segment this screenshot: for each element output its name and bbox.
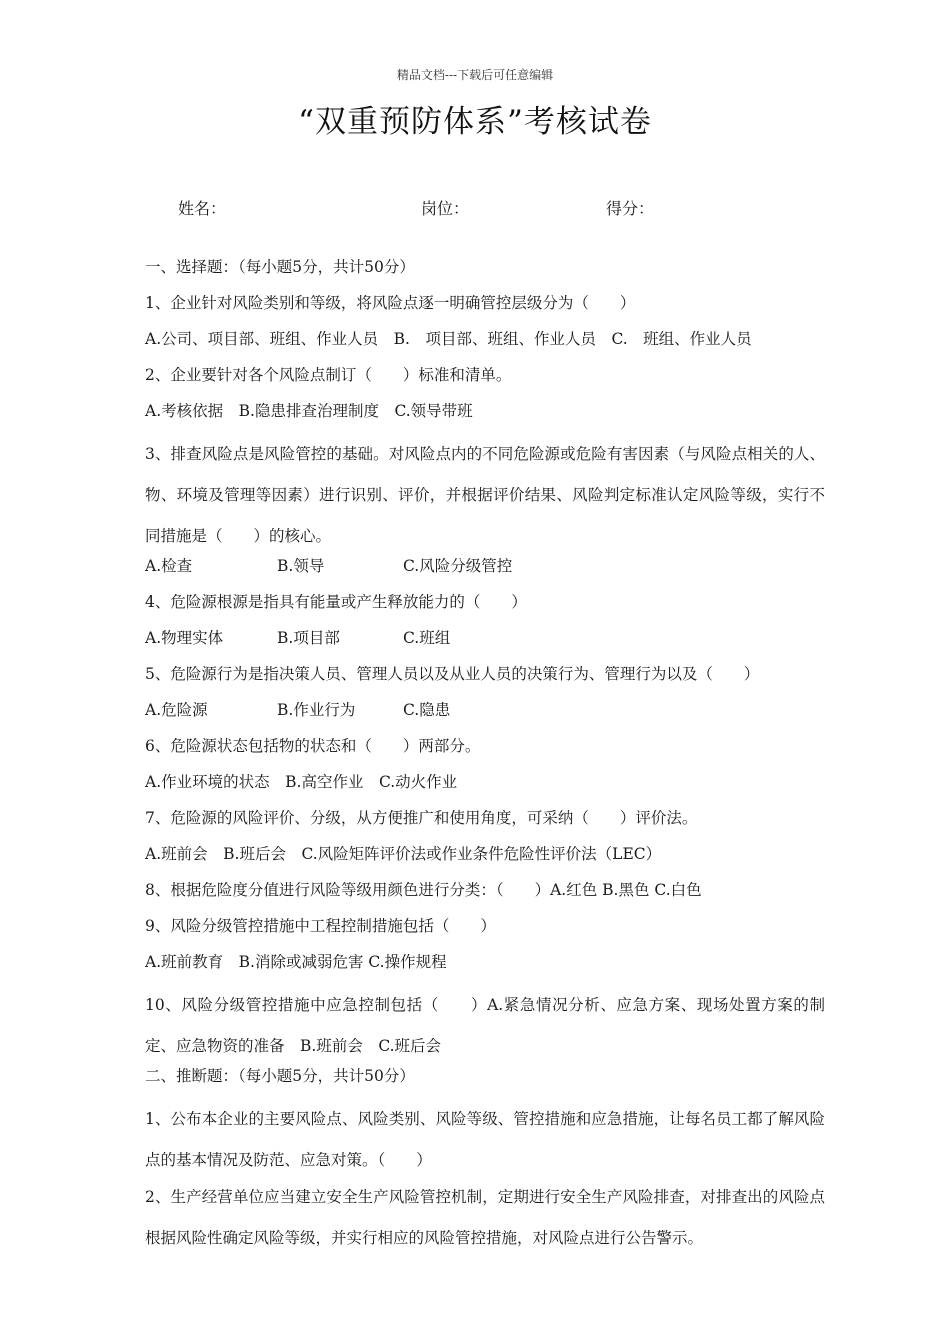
option-c: C.风险分级管控 <box>403 557 513 575</box>
judge-question-1: 1、公布本企业的主要风险点、风险类别、风险等级、管控措施和应急措施，让每名员工都了解风险点的基本情况及防范、应急对策。（ ） <box>145 1110 825 1169</box>
exam-content <box>145 254 825 1255</box>
question-9: 9、风险分级管控措施中工程控制措施包括（ ） <box>145 917 496 935</box>
option-a: A.检查 <box>145 557 193 575</box>
question-6: 6、危险源状态包括物的状态和（ ）两部分。 <box>145 737 481 755</box>
watermark-text: 精品文档---下载后可任意编辑 <box>396 68 554 82</box>
question-2: 2、企业要针对各个风险点制订（ ）标准和清单。 <box>145 366 512 384</box>
question-6-options: A.作业环境的状态 B.高空作业 C.动火作业 <box>145 773 458 791</box>
option-c: C.隐患 <box>403 701 451 719</box>
question-5: 5、危险源行为是指决策人员、管理人员以及从业人员的决策行为、管理行为以及（ ） <box>145 665 760 683</box>
info-row <box>0 196 950 218</box>
option-a: A.物理实体 <box>145 629 224 647</box>
question-5-options <box>145 697 825 733</box>
option-c: C.班组 <box>403 629 451 647</box>
question-8: 8、根据危险度分值进行风险等级用颜色进行分类：（ ）A.红色 B.黑色 C.白色 <box>145 881 702 899</box>
option-a: A.危险源 <box>145 701 208 719</box>
question-10: 10、风险分级管控措施中应急控制包括（ ）A.紧急情况分析、应急方案、现场处置方案的制定、应急物资的准备 B.班前会 C.班后会 <box>145 996 825 1055</box>
question-1-options: A.公司、项目部、班组、作业人员 B. 项目部、班组、作业人员 C. 班组、作业人员 <box>145 330 752 348</box>
question-9-options: A.班前教育 B.消除或减弱危害 C.操作规程 <box>145 953 447 971</box>
page-title: “双重预防体系”考核试卷 <box>298 104 652 140</box>
section-heading-judge: 二、推断题：（每小题5分，共计50分） <box>145 1067 415 1085</box>
post-label: 岗位： <box>421 199 470 218</box>
question-3-options <box>145 553 825 589</box>
question-7: 7、危险源的风险评价、分级，从方便推广和使用角度，可采纳（ ）评价法。 <box>145 809 698 827</box>
section-heading-choice: 一、选择题：（每小题5分，共计50分） <box>145 258 415 276</box>
question-7-options: A.班前会 B.班后会 C.风险矩阵评价法或作业条件危险性评价法（LEC） <box>145 845 662 863</box>
question-3: 3、排查风险点是风险管控的基础。对风险点内的不同危险源或危险有害因素（与风险点相关的人、物、环境及管理等因素）进行识别、评价，并根据评价结果、风险判定标准认定风险等级，实行不同措施是（ ）的核心。 <box>145 445 825 545</box>
question-1: 1、企业针对风险类别和等级，将风险点逐一明确管控层级分为（ ） <box>145 294 636 312</box>
option-b: B.领导 <box>277 557 325 575</box>
judge-question-2: 2、生产经营单位应当建立安全生产风险管控机制，定期进行安全生产风险排查，对排查出的风险点根据风险性确定风险等级，并实行相应的风险管控措施，对风险点进行公告警示。 <box>145 1188 825 1247</box>
question-4-options <box>145 625 825 661</box>
question-2-options: A.考核依据 B.隐患排查治理制度 C.领导带班 <box>145 402 473 420</box>
option-b: B.项目部 <box>277 629 340 647</box>
question-4: 4、危险源根源是指具有能量或产生释放能力的（ ） <box>145 593 527 611</box>
score-label: 得分： <box>606 199 655 218</box>
option-b: B.作业行为 <box>277 701 356 719</box>
name-label: 姓名： <box>178 199 227 218</box>
